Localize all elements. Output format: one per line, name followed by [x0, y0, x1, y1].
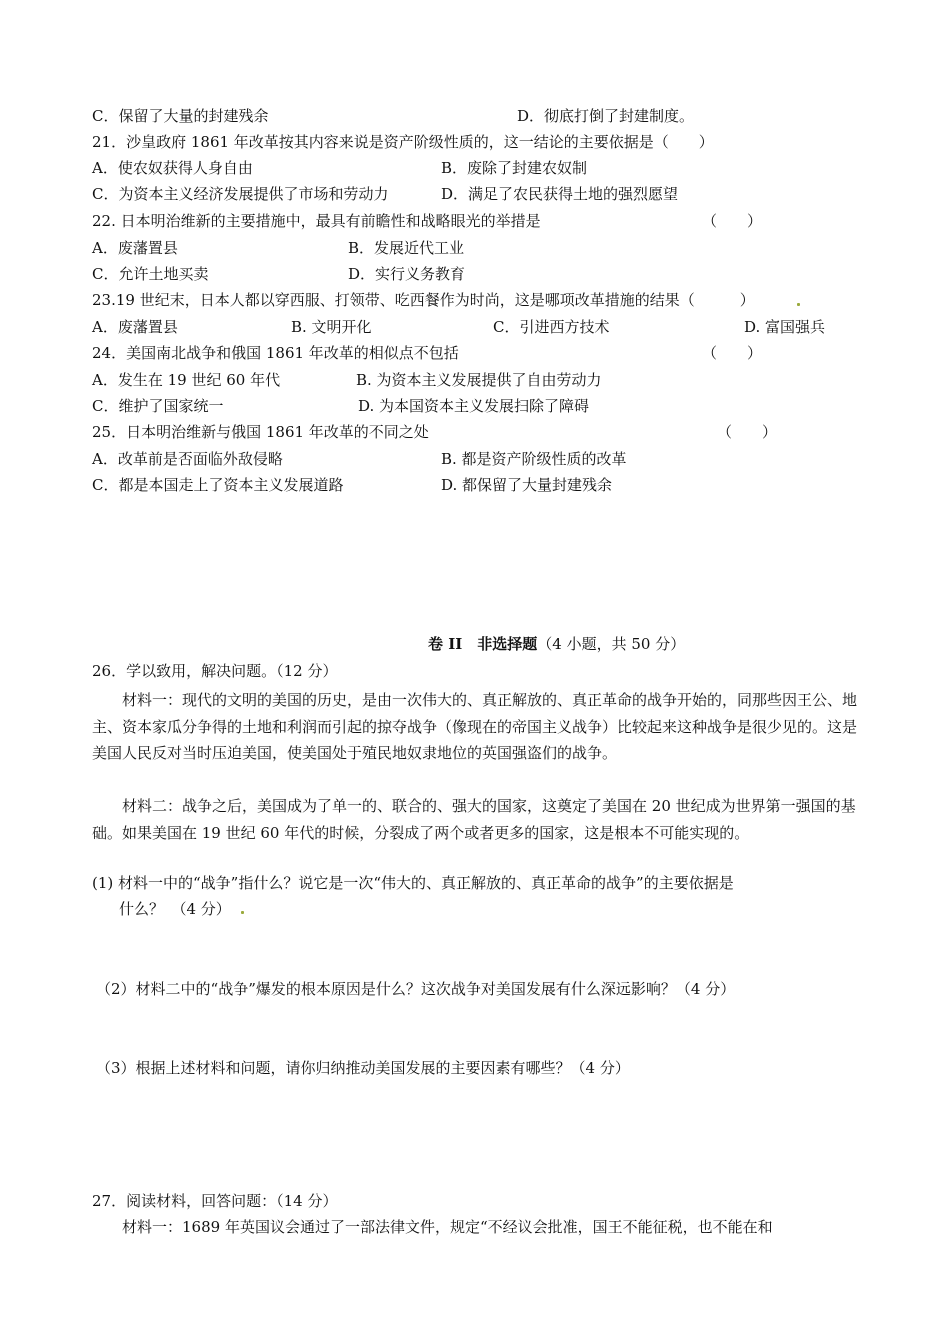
q25-option-c: C．都是本国走上了资本主义发展道路 [92, 476, 344, 494]
section-note: （4 小题，共 50 分） [537, 635, 686, 653]
q25-option-b: B. 都是资产阶级性质的改革 [441, 450, 627, 468]
section-heading [428, 634, 685, 654]
q22-option-c: C．允许土地买卖 [92, 265, 209, 283]
section-title: 卷 II 非选择题 [428, 635, 538, 653]
q22-option-a: A．废藩置县 [92, 239, 178, 257]
q25-stem: 25．日本明治维新与俄国 1861 年改革的不同之处 [92, 423, 429, 441]
q26-subquestion-3: （3）根据上述材料和问题，请你归纳推动美国发展的主要因素有哪些？（4 分） [96, 1059, 630, 1077]
q24-option-a: A．发生在 19 世纪 60 年代 [92, 371, 281, 389]
q22-answer-paren: （ ） [702, 212, 763, 230]
q24-stem: 24．美国南北战争和俄国 1861 年改革的相似点不包括 [92, 344, 459, 362]
q21-stem: 21．沙皇政府 1861 年改革按其内容来说是资产阶级性质的，这一结论的主要依据是（ ） [92, 133, 714, 151]
q24-option-c: C．维护了国家统一 [92, 397, 224, 415]
q22-option-b: B．发展近代工业 [348, 239, 465, 257]
q25-answer-paren: （ ） [717, 423, 778, 441]
ink-dot-mark [241, 911, 244, 914]
q22-option-d: D．实行义务教育 [348, 265, 466, 283]
q26-subquestion-1: (1) 材料一中的“战争”指什么？说它是一次“伟大的、真正解放的、真正革命的战争”的主要依据是 [92, 874, 734, 892]
q27-material-1: 材料一：1689 年英国议会通过了一部法律文件，规定“不经议会批准，国王不能征税，也不能在和 [122, 1218, 773, 1236]
q23-option-b: B. 文明开化 [291, 318, 372, 336]
q24-answer-paren: （ ） [702, 344, 763, 362]
q23-stem: 23.19 世纪末，日本人都以穿西服、打领带、吃西餐作为时尚，这是哪项改革措施的结果（ ） [92, 291, 755, 309]
q21-option-c: C．为资本主义经济发展提供了市场和劳动力 [92, 185, 389, 203]
q21-option-b: B．废除了封建农奴制 [441, 159, 588, 177]
q26-material-2: 材料二：战争之后，美国成为了单一的、联合的、强大的国家，这奠定了美国在 20 世纪成为世界第一强国的基础。如果美国在 19 世纪 60 年代的时候，分裂成了两个或者更多的国家，这是根本不可能实现的。 [92, 797, 856, 842]
q27-stem: 27．阅读材料，回答问题：（14 分） [92, 1192, 338, 1210]
q25-option-d: D. 都保留了大量封建残余 [441, 476, 613, 494]
q24-option-b: B. 为资本主义发展提供了自由劳动力 [356, 371, 602, 389]
q23-option-d: D. 富国强兵 [744, 318, 826, 336]
q20-option-d: D．彻底打倒了封建制度。 [517, 107, 695, 125]
q21-option-a: A．使农奴获得人身自由 [92, 159, 253, 177]
q26-stem: 26．学以致用，解决问题。（12 分） [92, 662, 338, 680]
q23-option-c: C．引进西方技术 [493, 318, 610, 336]
q26-subquestion-1-cont: 什么？ （4 分） [119, 900, 231, 918]
q22-stem: 22. 日本明治维新的主要措施中，最具有前瞻性和战略眼光的举措是 [92, 212, 541, 230]
q24-option-d: D. 为本国资本主义发展扫除了障碍 [358, 397, 590, 415]
q26-subquestion-2: （2）材料二中的“战争”爆发的根本原因是什么？这次战争对美国发展有什么深远影响？（4 分） [96, 980, 736, 998]
q20-option-c: C．保留了大量的封建残余 [92, 107, 269, 125]
q25-option-a: A．改革前是否面临外敌侵略 [92, 450, 283, 468]
q26-material-1: 材料一：现代的文明的美国的历史，是由一次伟大的、真正解放的、真正革命的战争开始的，同那些因王公、地主、资本家瓜分争得的土地和利润而引起的掠夺战争（像现在的帝国主义战争）比较起来这种战争是很少见的。这是美国人民反对当时压迫美国，使美国处于殖民地奴隶地位的英国强盗们的战争。 [92, 691, 858, 762]
q21-option-d: D．满足了农民获得土地的强烈愿望 [441, 185, 679, 203]
ink-dot-mark [797, 303, 800, 306]
q23-option-a: A．废藩置县 [92, 318, 178, 336]
